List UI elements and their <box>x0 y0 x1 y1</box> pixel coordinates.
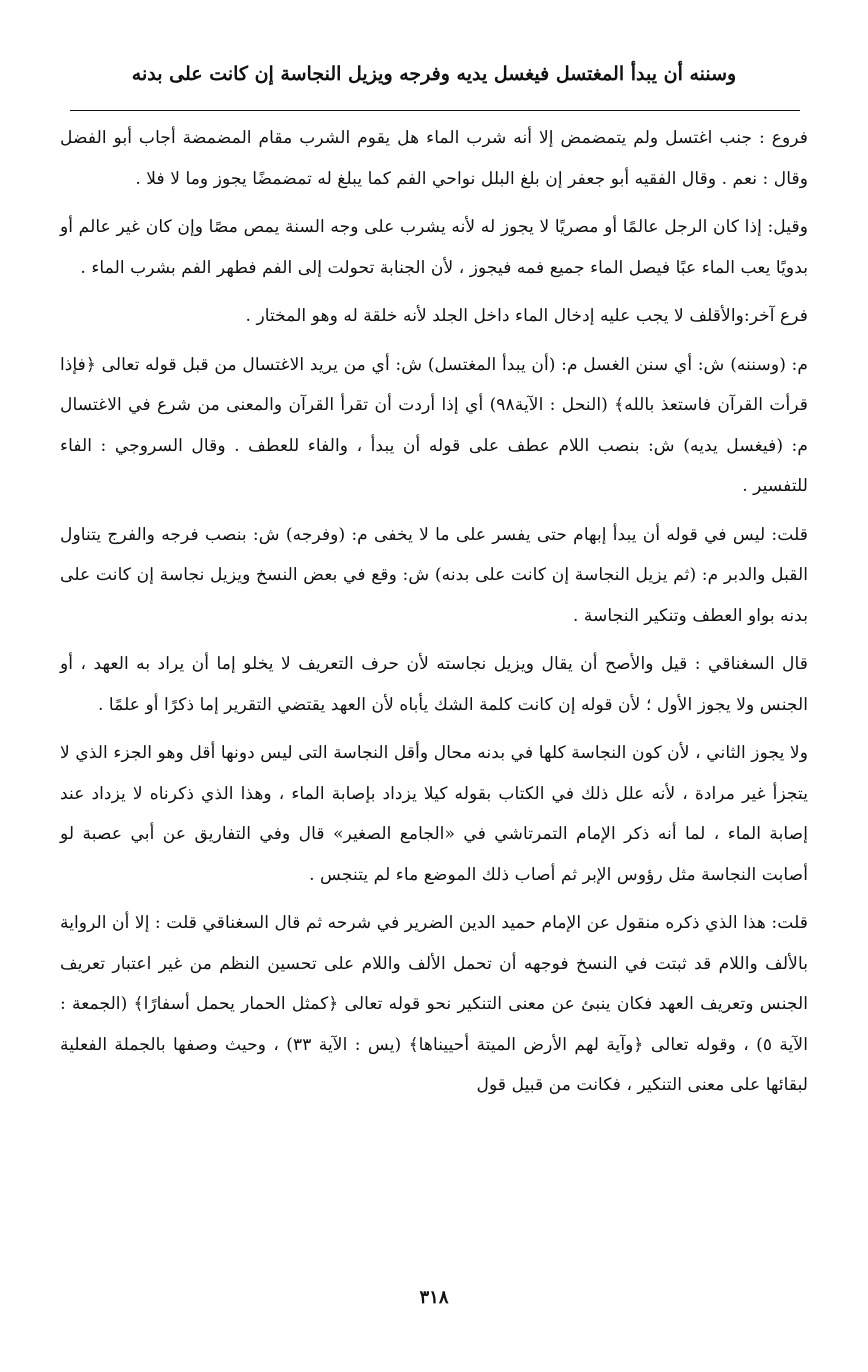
paragraph-qila: وقيل: إذا كان الرجل عالمًا أو مصريًا لا يجوز له لأنه يشرب على وجه السنة يمص مصًا وإن كان غير عالم أو بدويًا يعب الماء عبًا فيصل الماء جميع فمه فيجوز ، لأن الجنابة تحولت إلى الفم فطهر الفم بشرب الماء . <box>60 217 808 278</box>
paragraph-matn-sunan: م: (وسننه) ش: أي سنن الغسل م: (أن يبدأ المغتسل) ش: أي من يريد الاغتسال من قبل قوله تعالى ﴿فإذا قرأت القرآن فاستعذ بالله﴾ (النحل : الآية٩٨) أي إذا أردت أن تقرأ القرآن والمعنى من شرع في الاغتسال م: (فيغسل يديه) ش: بنصب اللام عطف على قوله أن يبدأ ، والفاء للعطف . وقال السروجي : الفاء للتفسير . <box>60 354 808 496</box>
paragraph-thani: ولا يجوز الثاني ، لأن كون النجاسة كلها في بدنه محال وأقل النجاسة التى ليس دونها أقل وهو الجزء الذي لا يتجزأ غير مرادة ، لأنه علل ذلك في الكتاب بقوله كيلا يزداد بإصابة الماء ، وهذا الذي ذكرناه لا يزداد عند إصابة الماء ، لما أنه ذكر الإمام التمرتاشي في «الجامع الصغير» قال وفي التفاريق عن أبي عصبة لو أصابت النجاسة مثل رؤوس الإبر ثم أصاب ذلك الموضع ماء لم يتنجس . <box>60 743 808 885</box>
running-header: وسننه أن يبدأ المغتسل فيغسل يديه وفرجه ويزيل النجاسة إن كانت على بدنه <box>131 63 737 85</box>
paragraph-sighnaqi: قال السغناقي : قيل والأصح أن يقال ويزيل نجاسته لأن حرف التعريف لا يخلو إما أن يراد به العهد ، أو الجنس ولا يجوز الأول ؛ لأن قوله إن كانت كلمة الشك يأباه لأن العهد يقتضي التقرير إما ذكرًا أو علمًا . <box>60 654 808 715</box>
body-text <box>60 118 808 1114</box>
paragraph-far-akhar: فرع آخر:والأقلف لا يجب عليه إدخال الماء داخل الجلد لأنه خلقة له وهو المختار . <box>245 306 808 326</box>
header-divider <box>70 110 800 111</box>
paragraph-qultu-1: قلت: ليس في قوله أن يبدأ إبهام حتى يفسر على ما لا يخفى م: (وفرجه) ش: بنصب فرجه والفرج يتناول القبل والدبر م: (ثم يزيل النجاسة إن كانت على بدنه) ش: وقع في بعض النسخ ويزيل نجاسة إن كانت على بدنه بواو العطف وتنكير النجاسة . <box>60 524 808 626</box>
page-number: ٣١٨ <box>419 1287 449 1308</box>
paragraph-qultu-2: قلت: هذا الذي ذكره منقول عن الإمام حميد الدين الضرير في شرحه ثم قال السغناقي قلت : إلا أن الرواية بالألف واللام قد ثبتت في النسخ فوجهه أن تحمل الألف واللام على تحسين النظم من غير اعتبار تعريف الجنس وتعريف العهد فكان ينبئ عن معنى التنكير نحو قوله تعالى ﴿كمثل الحمار يحمل أسفارًا﴾ (الجمعة : الآية ٥) ، وقوله تعالى ﴿وآية لهم الأرض الميتة أحييناها﴾ (يس : الآية ٣٣) ، وحيث وصفها بالجملة الفعلية لبقائها على معنى التنكير ، فكانت من قبيل قول <box>60 913 808 1095</box>
paragraph-furu: فروع : جنب اغتسل ولم يتمضمض إلا أنه شرب الماء هل يقوم الشرب مقام المضمضة أجاب أبو الفضل وقال : نعم . وقال الفقيه أبو جعفر إن بلغ البلل نواحي الفم كما يبلغ له تمضمضًا يجوز وما لا فلا . <box>60 128 808 189</box>
